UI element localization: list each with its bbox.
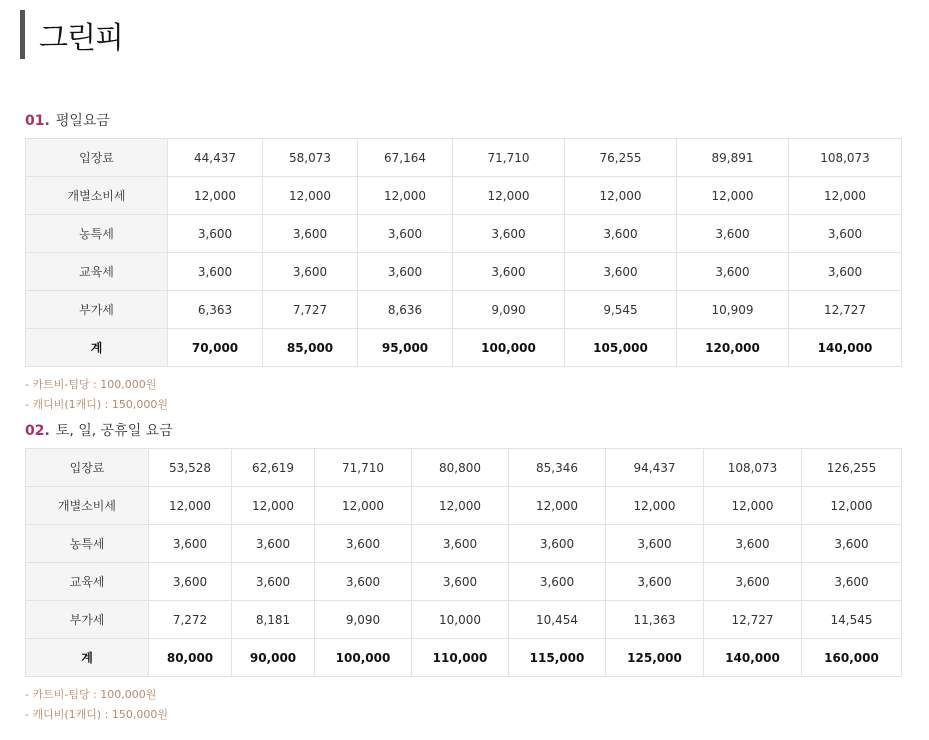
table-cell: 12,000: [263, 177, 358, 215]
table-cell: 3,600: [509, 525, 606, 563]
table-cell: 6,363: [168, 291, 263, 329]
table-cell: 3,600: [565, 253, 677, 291]
table-row: [26, 563, 902, 601]
table-cell: 71,710: [453, 139, 565, 177]
table-cell: 3,600: [802, 563, 902, 601]
table-cell: 76,255: [565, 139, 677, 177]
note-line: - 캐디비(1캐디) : 150,000원: [25, 398, 168, 411]
table-cell: 70,000: [168, 329, 263, 367]
table-cell: 3,600: [606, 563, 704, 601]
section-title-weekend: [25, 420, 173, 440]
total-row: [26, 639, 902, 677]
table-row: [26, 487, 902, 525]
table-cell: 89,891: [677, 139, 789, 177]
table-cell: 67,164: [358, 139, 453, 177]
table-cell: 12,000: [453, 177, 565, 215]
table-cell: 9,090: [315, 601, 412, 639]
table-cell: 9,545: [565, 291, 677, 329]
table-cell: 108,073: [789, 139, 902, 177]
row-label: 교육세: [26, 563, 149, 601]
table-cell: 12,000: [358, 177, 453, 215]
table-cell: 3,600: [263, 253, 358, 291]
table-row: [26, 601, 902, 639]
table-cell: 3,600: [677, 253, 789, 291]
table-cell: 3,600: [232, 525, 315, 563]
table-cell: 10,454: [509, 601, 606, 639]
table-cell: 94,437: [606, 449, 704, 487]
row-label: 개별소비세: [26, 487, 149, 525]
table-cell: 12,000: [677, 177, 789, 215]
table-cell: 12,000: [704, 487, 802, 525]
table-cell: 80,800: [412, 449, 509, 487]
table-cell: 12,727: [789, 291, 902, 329]
table-cell: 12,000: [149, 487, 232, 525]
table-cell: 12,000: [565, 177, 677, 215]
table-cell: 3,600: [453, 253, 565, 291]
table-cell: 3,600: [412, 525, 509, 563]
table-cell: 12,727: [704, 601, 802, 639]
table-cell: 3,600: [606, 525, 704, 563]
table-cell: 126,255: [802, 449, 902, 487]
row-label: 계: [26, 639, 149, 677]
row-label: 입장료: [26, 449, 149, 487]
table-cell: 85,000: [263, 329, 358, 367]
table-cell: 95,000: [358, 329, 453, 367]
table-cell: 12,000: [232, 487, 315, 525]
table-cell: 3,600: [315, 563, 412, 601]
table-cell: 3,600: [149, 563, 232, 601]
table-cell: 3,600: [565, 215, 677, 253]
table-cell: 12,000: [789, 177, 902, 215]
table-cell: 53,528: [149, 449, 232, 487]
table-cell: 115,000: [509, 639, 606, 677]
row-label: 교육세: [26, 253, 168, 291]
table-cell: 7,727: [263, 291, 358, 329]
table-cell: 90,000: [232, 639, 315, 677]
table-cell: 3,600: [789, 215, 902, 253]
table-cell: 10,909: [677, 291, 789, 329]
table-cell: 3,600: [315, 525, 412, 563]
table-cell: 125,000: [606, 639, 704, 677]
section-number: 02.: [25, 423, 50, 439]
weekend-fee-table: [25, 448, 902, 677]
table-cell: 3,600: [232, 563, 315, 601]
table-row: [26, 291, 902, 329]
table-cell: 3,600: [168, 215, 263, 253]
weekday-fee-table: [25, 138, 902, 367]
table-cell: 14,545: [802, 601, 902, 639]
section-title-weekday: [25, 110, 110, 130]
table-cell: 12,000: [509, 487, 606, 525]
table-cell: 120,000: [677, 329, 789, 367]
table-cell: 62,619: [232, 449, 315, 487]
table-cell: 110,000: [412, 639, 509, 677]
table-cell: 12,000: [412, 487, 509, 525]
table-cell: 8,181: [232, 601, 315, 639]
table-cell: 100,000: [315, 639, 412, 677]
row-label: 부가세: [26, 601, 149, 639]
table-cell: 9,090: [453, 291, 565, 329]
table-cell: 100,000: [453, 329, 565, 367]
table-cell: 140,000: [789, 329, 902, 367]
table-cell: 3,600: [168, 253, 263, 291]
table-cell: 3,600: [412, 563, 509, 601]
row-label: 계: [26, 329, 168, 367]
note-line: - 카트비-팀당 : 100,000원: [25, 688, 157, 701]
table-cell: 3,600: [149, 525, 232, 563]
row-label: 부가세: [26, 291, 168, 329]
table-cell: 160,000: [802, 639, 902, 677]
note-line: - 카트비-팀당 : 100,000원: [25, 378, 157, 391]
table-cell: 80,000: [149, 639, 232, 677]
note-line: - 캐디비(1캐디) : 150,000원: [25, 708, 168, 721]
table-cell: 11,363: [606, 601, 704, 639]
table-cell: 140,000: [704, 639, 802, 677]
table-cell: 3,600: [453, 215, 565, 253]
table-cell: 3,600: [509, 563, 606, 601]
table-cell: 12,000: [606, 487, 704, 525]
page-header: [20, 10, 123, 59]
table-cell: 71,710: [315, 449, 412, 487]
table-cell: 3,600: [358, 253, 453, 291]
table-row: [26, 177, 902, 215]
table-cell: 3,600: [789, 253, 902, 291]
row-label: 농특세: [26, 215, 168, 253]
fee-notes: [25, 375, 168, 415]
table-cell: 12,000: [168, 177, 263, 215]
table-cell: 12,000: [802, 487, 902, 525]
table-cell: 3,600: [677, 215, 789, 253]
section-label: 평일요금: [55, 113, 110, 129]
row-label: 입장료: [26, 139, 168, 177]
row-label: 개별소비세: [26, 177, 168, 215]
table-cell: 3,600: [704, 525, 802, 563]
table-cell: 8,636: [358, 291, 453, 329]
table-cell: 12,000: [315, 487, 412, 525]
table-row: [26, 139, 902, 177]
table-row: [26, 253, 902, 291]
fee-notes: [25, 685, 168, 725]
page-title: 그린피: [39, 20, 123, 56]
table-cell: 7,272: [149, 601, 232, 639]
table-cell: 3,600: [704, 563, 802, 601]
table-cell: 108,073: [704, 449, 802, 487]
table-cell: 85,346: [509, 449, 606, 487]
table-row: [26, 525, 902, 563]
table-cell: 3,600: [802, 525, 902, 563]
table-cell: 44,437: [168, 139, 263, 177]
table-cell: 58,073: [263, 139, 358, 177]
table-cell: 3,600: [358, 215, 453, 253]
title-accent-bar: [20, 10, 25, 59]
table-cell: 3,600: [263, 215, 358, 253]
table-cell: 105,000: [565, 329, 677, 367]
total-row: [26, 329, 902, 367]
section-number: 01.: [25, 113, 50, 129]
table-row: [26, 215, 902, 253]
table-row: [26, 449, 902, 487]
table-cell: 10,000: [412, 601, 509, 639]
section-label: 토, 일, 공휴일 요금: [55, 423, 173, 439]
row-label: 농특세: [26, 525, 149, 563]
